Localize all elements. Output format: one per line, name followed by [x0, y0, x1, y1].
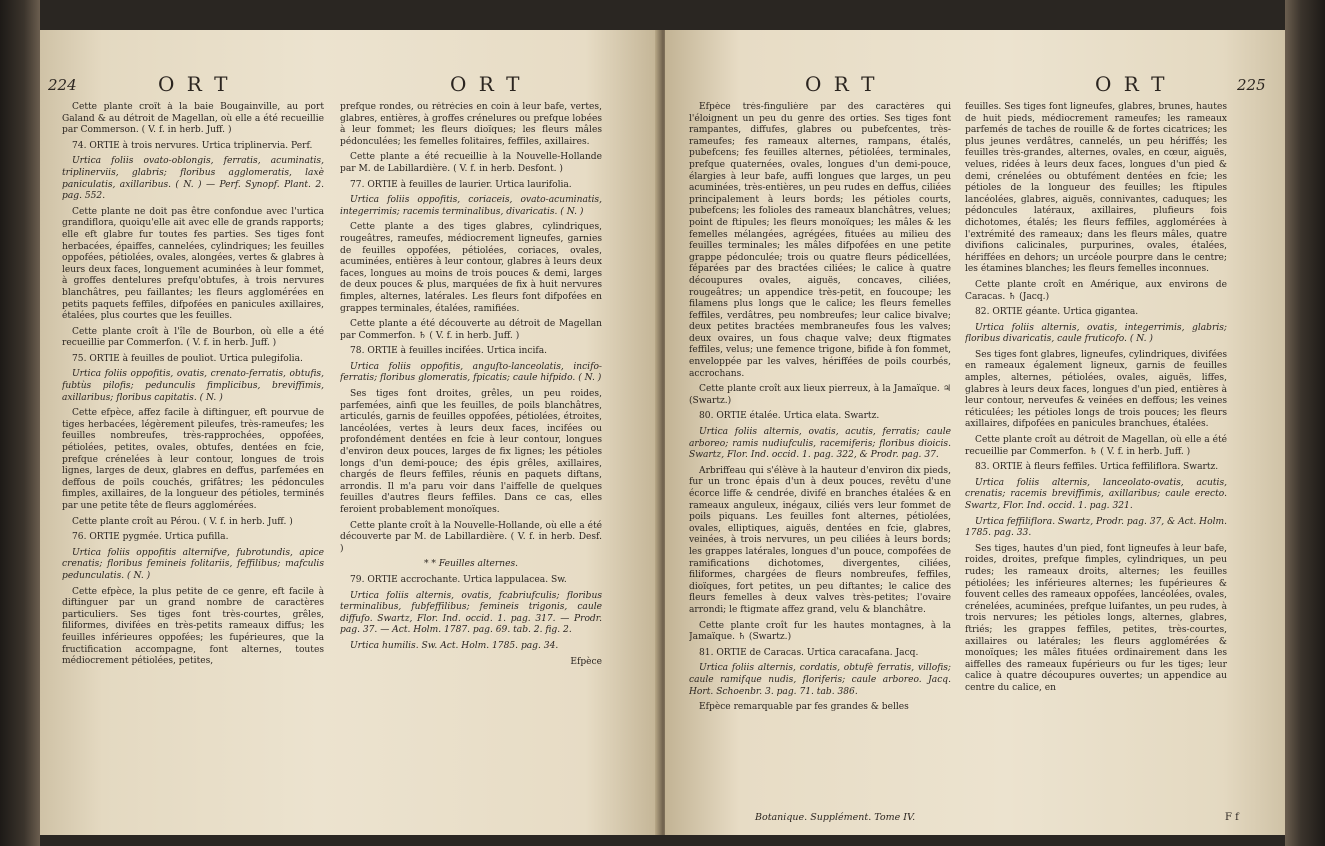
left-column-1 [62, 102, 324, 835]
paragraph: Ses tiges font droites, grêles, un peu roides, parfemées, ainfi que les feuilles, de poils blanchâtres, articulés, garnis de feuilles oppofées, pétiolées, étroites, lancéolées, vertes à leurs deux faces, incifées ou profondément dentées en fcie à leur contour, longues d'environ deux pouces, larges de fix lignes; les pétioles longs d'un demi-pouce; des épis grêles, axillaires, chargés de fleurs feffiles, réunis en paquets diftans, arrondis. Il m'a paru voir dans l'aiffelle de quelques feuilles d'autres fleurs feffiles. Dans ce cas, elles feroient probablement monoïques. [340, 389, 602, 515]
paragraph: Efpèce très-fingulière par des caractères qui l'éloignent un peu du genre des orties. Ses tiges font rampantes, diffufes, glabres ou pubefcentes, très-rameufes; fes rameaux alternes, rampans, étalés, pubefcens; fes feuilles alternes, pétiolées, terminales, prefque quaternées, ovales, longues d'un demi-pouce, élargies à leur bafe, auffi longues que larges, un peu acuminées, très-entières, un peu rudes en deffus, ciliées principalement à leurs bords; les pétioles courts, pubefcens; les folioles des rameaux blanchâtres, velues; point de ftipules; les fleurs monoïques; les mâles & les femelles mélangées, agrégées, fituées au milieu des feuilles terminales; les mâles difpofées en une petite grappe pédonculée; trois ou quatre fleurs pédicellées, féparées par des bractées ciliées; le calice à quatre découpures ovales, aiguës, concaves, ciliées, rougeâtres; un appendice très-petit, en foucoupe; les filamens plus longs que le calice; les fleurs femelles feffiles, verdâtres, peu nombreufes; leur calice bivalve; deux petites bractées membraneufes fous les valves; deux ovaires, un fous chaque valve; deux ftigmates feffiles, velus; une femence trigone, bifide à fon fommet, enveloppée par les valves, hériffées de poils courbés, accrochans. [689, 102, 951, 379]
right-column-2 [965, 102, 1227, 835]
paragraph: Cette plante croît aux lieux pierreux, à la Jamaïque. ♃ (Swartz.) [689, 384, 951, 406]
paragraph: Cette plante a été découverte au détroit de Magellan par Commerfon. ♄ ( V. f. in herb. Juff. ) [340, 319, 602, 341]
entry-heading: 81. ORTIE de Caracas. Urtica caracafana. Jacq. [699, 647, 919, 658]
paragraph: prefque rondes, ou rétrécies en coin à leur bafe, vertes, glabres, entières, à groffes crénelures ou prefque lobées à leur fommet; les fleurs dioïques; les fleurs mâles pédonculées; les femelles folitaires, feffiles, axillaires. [340, 102, 602, 147]
section-separator: * * Feuilles alternes. [423, 559, 519, 570]
paragraph: Cette plante croît à l'île de Bourbon, où elle a été recueillie par Commerfon. ( V. f. in herb. Juff. ) [62, 326, 324, 349]
left-running-head-2: O R T [450, 72, 523, 96]
latin-diagnosis: Urtica foliis alternis, ovatis, fcabriufculis; floribus terminalibus, fubfeffilibus; femineis trigonis, caule diffufo. Swartz, Flor. Ind. occid. 1. pag. 317. — Prodr. pag. 37. — Act. Holm. 1787. pag. 69. tab. 2. fig. 2. [340, 590, 602, 636]
paragraph: Cette plante croît à la baie Bougainville, au port Galand & au détroit de Magellan, où elle a été recueillie par Commerson. ( V. f. in herb. Juff. ) [62, 102, 324, 136]
entry-heading: 76. ORTIE pygmée. Urtica pufilla. [72, 532, 229, 543]
right-running-head-1: O R T [805, 72, 878, 96]
entry-heading: 79. ORTIE accrochante. Urtica lappulacea. Sw. [350, 574, 567, 585]
latin-diagnosis: Urtica foliis oppofitis, anguſto-lanceolatis, incifo-ferratis; floribus glomeratis, fpicatis; caule hifpido. ( N. ) [340, 361, 602, 384]
latin-diagnosis: Urtica foliis oppofitis, ovatis, crenato-ferratis, obtufis, fubtùs pilofis; pedunculis fimplicibus, breviffimis, axillaribus; floribus capitatis. ( N. ) [62, 369, 324, 403]
entry-heading: 80. ORTIE étalée. Urtica elata. Swartz. [699, 411, 880, 422]
left-page [40, 30, 660, 835]
latin-diagnosis: Urtica foliis oppofitis, coriaceis, ovato-acuminatis, integerrimis; racemis terminalibus, divaricatis. ( N. ) [340, 195, 602, 217]
entry-heading: 75. ORTIE à feuilles de pouliot. Urtica pulegifolia. [72, 353, 303, 364]
right-column-1 [689, 102, 951, 835]
paragraph: Cette plante ne doit pas être confondue avec l'urtica grandiflora, quoiqu'elle ait avec elle de grands rapports; elle eft glabre fur toutes fes parties. Ses tiges font herbacées, épaiffes, cannelées, cylindriques; les feuilles oppofées, pétiolées, ovales, alongées, vertes & glabres à leurs deux faces, longuement acuminées à leur fommet, à groffes dentelures prefqu'obtufes, à trois nervures blanchâtres, peu faillantes; les fleurs agglomérées en petits paquets feffiles, difpofées en panicules axillaires, étalées, plus courtes que les feuilles. [62, 206, 324, 322]
right-page [665, 30, 1285, 835]
entry-heading: 74. ORTIE à trois nervures. Urtica triplinervia. Perf. [72, 140, 313, 151]
latin-diagnosis: Urtica foliis ovato-oblongis, ferratis, acuminatis, triplinerviis, glabris; floribus agglomeratis, laxè paniculatis, axillaribus. ( N. ) — Perf. Synopf. Plant. 2. pag. 552. [62, 156, 324, 202]
left-column-2 [340, 102, 602, 835]
right-page-number: 225 [1237, 76, 1266, 94]
paragraph: Cette plante croît à la Nouvelle-Hollande, où elle a été découverte par M. de Labillardière. ( V. f. in herb. Desf. ) [340, 520, 602, 554]
paragraph: Efpèce remarquable par fes grandes & belles [699, 702, 909, 713]
paragraph: Arbriffeau qui s'élève à la hauteur d'environ dix pieds, fur un tronc épais d'un à deux pouces, revêtu d'une écorce liffe & cendrée, divifé en branches étalées & en rameaux anguleux, inégaux, ciliés vers leur fommet de poils piquans. Les feuilles font alternes, pétiolées, ovales, elliptiques, aiguës, dentées en fcie, glabres, veinées, à trois nervures, un peu ciliées à leurs bords; les grappes latérales, longues d'un pouce, compofées de ramifications dichotomes, divergentes, ciliées, filiformes, chargées de fleurs nombreufes, feffiles, dioïques, fort petites, un peu diftantes; le calice des fleurs femelles à deux valves très-petites; l'ovaire arrondi; le ftigmate affez grand, velu & blanchâtre. [689, 465, 951, 615]
paragraph: Cette plante croît au Pérou. ( V. f. in herb. Juff. ) [72, 516, 293, 527]
book-edge-left [0, 0, 40, 846]
entry-heading: 83. ORTIE à fleurs feffiles. Urtica feffiliflora. Swartz. [975, 462, 1219, 473]
page-footer: Botanique. Supplément. Tome IV. [755, 812, 916, 823]
paragraph: Cette plante a été recueillie à la Nouvelle-Hollande par M. de Labillardière. ( V. f. in herb. Desfont. ) [340, 152, 602, 174]
paragraph: Ses tiges font glabres, ligneufes, cylindriques, divifées en rameaux également ligneux, garnis de feuilles amples, alternes, pétiolées, ovales, aiguës, liffes, glabres à leurs deux faces, longues d'un pied, entières à leur contour, nerveufes & veinées en deffous; les veines réticulées; les pétioles longs de trois pouces; les fleurs axillaires, difpofées en panicules branchues, étalées. [965, 349, 1227, 430]
catchword: Efpèce [570, 656, 602, 667]
latin-diagnosis: Urtica foliis alternis, lanceolato-ovatis, acutis, crenatis; racemis breviffimis, axillaribus; caule erecto. Swartz, Flor. Ind. occid. 1. pag. 321. [965, 477, 1227, 511]
entry-heading: 78. ORTIE à feuilles incifées. Urtica incifa. [350, 346, 548, 357]
right-running-head-2: O R T [1095, 72, 1168, 96]
paragraph: Cette plante croît au détroit de Magellan, où elle a été recueillie par Commerfon. ♄ ( V. f. in herb. Juff. ) [965, 435, 1227, 457]
paragraph: Cette plante croît en Amérique, aux environs de Caracas. ♄ (Jacq.) [965, 279, 1227, 302]
latin-synonym: Urtica humilis. Sw. Act. Holm. 1785. pag. 34. [350, 640, 559, 651]
latin-synonym: Urtica feffiliflora. Swartz, Prodr. pag. 37, & Act. Holm. 1785. pag. 33. [965, 516, 1227, 539]
left-page-number: 224 [48, 76, 77, 94]
latin-diagnosis: Urtica foliis oppofitis alternifve, fubrotundis, apice crenatis; floribus femineis folitariis, feffilibus; mafculis pedunculatis. ( N. ) [62, 547, 324, 581]
entry-heading: 77. ORTIE à feuilles de laurier. Urtica laurifolia. [350, 179, 572, 190]
signature-mark: F f [1225, 812, 1239, 823]
paragraph: Cette plante a des tiges glabres, cylindriques, rougeâtres, rameufes, médiocrement ligneufes, garnies de feuilles oppofées, pétiolées, coriaces, ovales, acuminées, entières à leur contour, glabres à leurs deux faces, longues au moins de trois pouces & demi, larges de deux pouces & plus, marquées de fix à huit nervures fimples, alternes, latérales. Les fleurs font difpofées en grappes terminales, étalées, ramifiées. [340, 222, 602, 314]
latin-diagnosis: Urtica foliis alternis, cordatis, obtufè ferratis, villofis; caule ramifque nudis, floriferis; caule arboreo. Jacq. Hort. Schoenbr. 3. pag. 71. tab. 386. [689, 663, 951, 697]
paragraph: Cette plante croît fur les hautes montagnes, à la Jamaïque. ♄ (Swartz.) [689, 620, 951, 643]
entry-heading: 82. ORTIE géante. Urtica gigantea. [975, 307, 1139, 318]
paragraph: Cette efpèce, la plus petite de ce genre, eft facile à diftinguer par un grand nombre de caractères particuliers. Ses tiges font très-courtes, grêles, filiformes, divifées en très-petits rameaux diffus; les feuilles inférieures oppofées; les fupérieures, que la fructification accompagne, font alternes, toutes médiocrement pétiolées, petites, [62, 586, 324, 667]
book-edge-right [1285, 0, 1325, 846]
left-running-head-1: O R T [158, 72, 231, 96]
latin-diagnosis: Urtica foliis alternis, ovatis, integerrimis, glabris; floribus divaricatis, caule fruticofo. ( N. ) [965, 322, 1227, 345]
latin-diagnosis: Urtica foliis alternis, ovatis, acutis, ferratis; caule arboreo; ramis nudiufculis, racemiferis; floribus dioicis. Swartz, Flor. Ind. occid. 1. pag. 322, & Prodr. pag. 37. [689, 427, 951, 461]
paragraph: feuilles. Ses tiges font ligneufes, glabres, brunes, hautes de huit pieds, médiocrement rameufes; les rameaux parfemés de taches de rouille & de fortes cicatrices; les plus jeunes verdâtres, cannelés, un peu hériffés; les feuilles très-grandes, alternes, ovales, en cœur, aiguës, velues, ridées à leurs deux faces, longues d'un pied & demi, crénelées ou obtufément dentées en fcie; les pétioles de la longueur des feuilles; les ftipules lancéolées, glabres, aiguës, connivantes, caduques; les pédoncules latéraux, axillaires, plufieurs fois dichotomes, étalés; les fleurs feffiles, agglomérées à l'extrémité des rameaux; dans les fleurs mâles, quatre divifions calicinales, purpurines, ovales, étalées, hériffées en dehors; un urcéole pourpre dans le centre; les étamines blanches; les fleurs femelles inconnues. [965, 102, 1227, 275]
paragraph: Cette efpèce, affez facile à diftinguer, eft pourvue de tiges herbacées, légèrement pileufes, très-rameufes; les feuilles nombreufes, très-rapprochées, oppofées, pétiolées, petites, ovales, obtufes, dentées en fcie, prefque crénelées à leur contour, longues de trois lignes, larges de deux, glabres en deffus, parfemées en deffous de poils couchés, grifâtres; les pédoncules fimples, axillaires, de la longueur des pétioles, terminés par une petite tête de fleurs agglomérées. [62, 408, 324, 511]
paragraph: Ses tiges, hautes d'un pied, font ligneufes à leur bafe, roides, droites, prefque fimples, cylindriques, un peu rudes; les rameaux droits, alternes; les feuilles pétiolées; les inférieures alternes; les fupérieures & fouvent celles des rameaux oppofées, lancéolées, ovales, crénelées, acuminées, prefque luifantes, un peu rudes, à trois nervures; les pétioles longs, alternes, glabres, ftriés; les grappes feffiles, petites, très-courtes, axillaires ou latérales; les fleurs agglomérées & monoïques; les mâles fituées ordinairement dans les aiffelles des rameaux fupérieurs ou fur les tiges; leur calice à quatre découpures ouvertes; un appendice au centre du calice, en [965, 543, 1227, 693]
